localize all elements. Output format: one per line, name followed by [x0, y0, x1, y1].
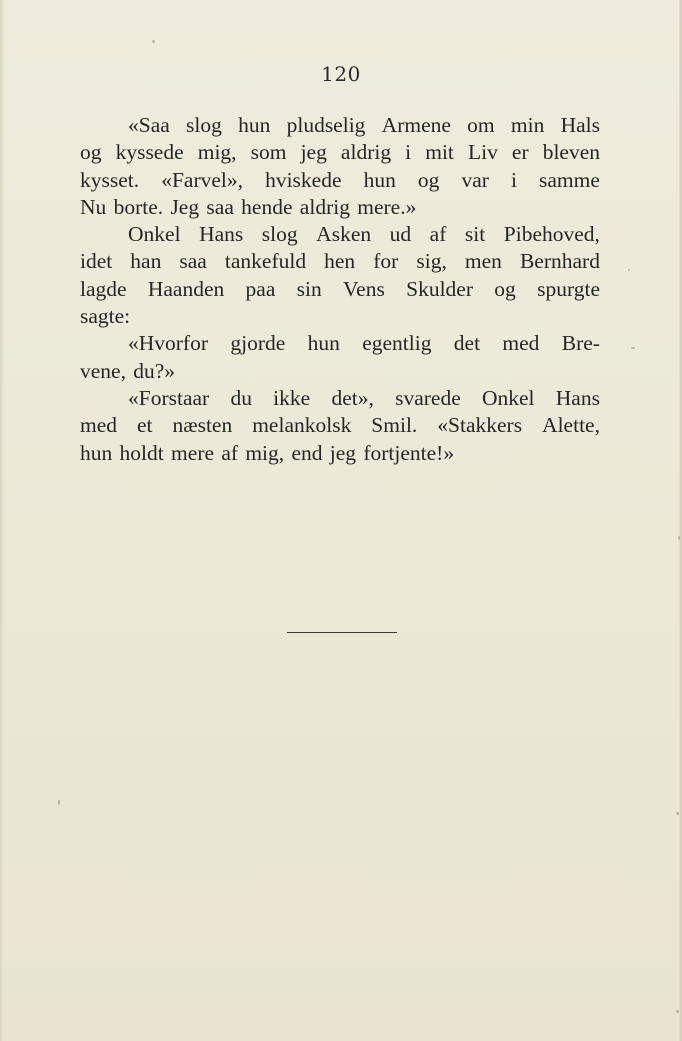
word: fortjente!» [363, 440, 455, 465]
word: med [502, 331, 540, 356]
word: Armene [381, 113, 451, 137]
text-line [80, 303, 600, 330]
word: egentlig [362, 331, 432, 356]
paper-speck [676, 812, 679, 815]
word: var [461, 167, 489, 192]
word: af [429, 222, 447, 247]
word: næsten [172, 413, 233, 438]
word: er [511, 140, 529, 165]
word: lagde [80, 276, 127, 301]
word: holdt [119, 440, 164, 465]
word: end [291, 440, 323, 465]
word: sit [464, 222, 486, 247]
text-line [80, 221, 600, 248]
word: hen [324, 249, 356, 274]
word: hviskede [265, 167, 342, 192]
word: «Saa [128, 113, 170, 137]
word: du [230, 385, 252, 410]
word: aldrig [299, 194, 350, 219]
text-line [80, 276, 600, 303]
word: sin [296, 276, 322, 301]
word: Pibehoved, [503, 222, 600, 247]
word: pludselig [286, 113, 366, 137]
word: Hans [199, 222, 244, 247]
word: jeg [329, 440, 357, 465]
word: Haanden [147, 276, 225, 301]
word: og [494, 276, 516, 301]
word: Liv [467, 140, 498, 165]
word: mere.» [357, 194, 417, 219]
page-number: 120 [321, 62, 361, 86]
text-line [80, 330, 600, 357]
page-left-edge [0, 0, 4, 1041]
word: saa [179, 249, 207, 274]
word: ikke [273, 385, 311, 410]
word: idet [80, 249, 113, 274]
word: Skulder [406, 276, 474, 301]
word: det», [331, 385, 374, 410]
word: Vens [343, 276, 385, 301]
word: med [80, 413, 118, 438]
word: hun [80, 440, 113, 465]
word: men [464, 249, 502, 274]
word: aldrig [340, 140, 392, 165]
word: Jeg [170, 194, 200, 219]
text-line [80, 139, 600, 166]
word: paa [245, 276, 276, 301]
word: i [510, 167, 517, 192]
paper-speck [631, 347, 635, 349]
word: hun [307, 331, 340, 356]
word: sagte: [80, 304, 131, 329]
word: Bre- [561, 331, 600, 356]
word: kyssede [115, 140, 184, 165]
word: hende [241, 194, 293, 219]
word: slog [186, 113, 222, 137]
word: om [467, 113, 495, 137]
text-line [80, 358, 600, 385]
word: «Forstaar [128, 385, 210, 410]
word: Onkel [128, 222, 181, 247]
word: mere [171, 440, 215, 465]
word: Hans [555, 385, 600, 410]
word: min [510, 113, 545, 137]
paper-speck [676, 1010, 679, 1013]
word: samme [539, 167, 600, 192]
word: mit [425, 140, 454, 165]
body-text [80, 112, 600, 467]
word: borte. [113, 194, 164, 219]
text-line [80, 248, 600, 275]
word: «Hvorfor [128, 331, 209, 356]
word: i [405, 140, 412, 165]
paper-speck [678, 536, 680, 540]
word: melankolsk [252, 413, 352, 438]
word: Smil. [371, 413, 418, 438]
word: mig, [245, 440, 285, 465]
paper-speck [58, 800, 60, 805]
word: «Farvel», [161, 167, 243, 192]
word: Alette, [542, 413, 600, 438]
word: ud [389, 222, 412, 247]
word: Asken [316, 222, 372, 247]
text-line [80, 385, 600, 412]
word: slog [261, 222, 298, 247]
word: som [250, 140, 287, 165]
text-line [80, 440, 600, 467]
word: og [417, 167, 440, 192]
word: af [221, 440, 239, 465]
word: bleven [542, 140, 600, 165]
word: hun [363, 167, 396, 192]
text-line [80, 194, 600, 221]
word: han [130, 249, 162, 274]
word: Nu [80, 194, 107, 219]
word: det [453, 331, 481, 356]
text-line [80, 167, 600, 194]
text-line [80, 112, 600, 139]
word: jeg [300, 140, 327, 165]
section-divider-rule [287, 632, 397, 633]
word: spurgte [537, 276, 600, 301]
word: saa [206, 194, 234, 219]
word: hun [238, 113, 271, 137]
word: et [137, 413, 153, 438]
word: Hals [560, 113, 600, 137]
paper-speck [152, 40, 155, 43]
word: «Stakkers [437, 413, 523, 438]
word: kysset. [80, 167, 140, 192]
word: Onkel [481, 385, 535, 410]
word: og [80, 140, 102, 165]
word: sig, [416, 249, 447, 274]
word: for [373, 249, 399, 274]
text-line [80, 412, 600, 439]
word: mig, [197, 140, 237, 165]
paper-speck [628, 269, 630, 271]
word: tankefuld [224, 249, 307, 274]
word: Bernhard [519, 249, 600, 274]
word: gjorde [230, 331, 286, 356]
word: svarede [395, 385, 461, 410]
word: vene, [80, 358, 126, 383]
word: du?» [133, 358, 176, 383]
